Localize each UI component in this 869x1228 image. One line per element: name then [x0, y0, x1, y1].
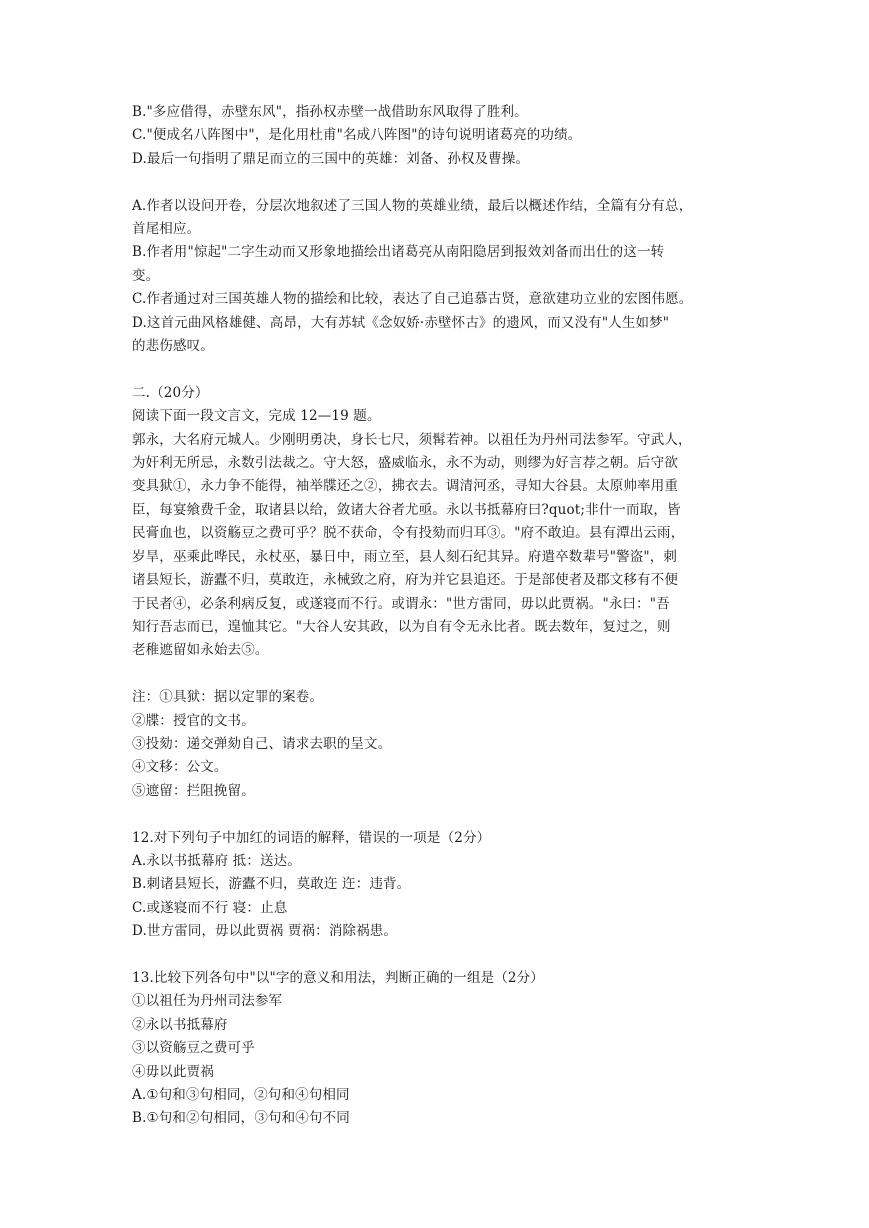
option-b: B."多应借得，赤壁东风"，指孙权赤壁一战借助东风取得了胜利。 [132, 104, 528, 120]
section-instruction: 阅读下面一段文言文，完成 12—19 题。 [132, 408, 381, 425]
question-sentence: ①以祖任为丹州司法参军 [132, 993, 283, 1010]
passage-line: 于民者④，必条利病反复，或遂寝而不行。或谓永："世方雷同，毋以此贾祸。"永曰："吾 [132, 595, 670, 612]
option-c: C."便成名八阵图中"，是化用杜甫"名成八阵图"的诗句说明诸葛亮的功绩。 [132, 127, 582, 144]
options-group-1 [132, 101, 744, 171]
spacer [132, 803, 744, 826]
question-stem: 12.对下列句子中加红的词语的解释，错误的一项是（2分） [132, 829, 491, 846]
passage-line: 知行吾志而已，遑恤其它。"大谷人安其政，以为自有令无永比者。既去数年，复过之，则 [132, 618, 671, 635]
options-group-2 [132, 195, 744, 359]
option-d-line-2: 的悲伤感叹。 [132, 338, 214, 355]
passage-line: 老稚遮留如永始去⑤。 [132, 642, 269, 659]
question-option: A.永以书抵幕府 抵：送达。 [132, 852, 301, 869]
note-item: ③投劾：递交弹劾自己、请求去职的呈文。 [132, 735, 392, 752]
note-item: ②牒：授官的文书。 [132, 712, 255, 729]
question-option: A.①句和③句相同，②句和④句相同 [132, 1086, 350, 1103]
spacer [132, 663, 744, 686]
spacer [132, 944, 744, 967]
note-item: 注：①具狱：据以定罪的案卷。 [132, 689, 324, 706]
question-option: D.世方雷同，毋以此贾祸 贾祸：消除祸患。 [132, 923, 398, 940]
question-13 [132, 967, 744, 1131]
passage-line: 臣，每宴飨费千金，取诸县以给，敛诸大谷者尤亟。永以书抵幕府曰?quot;非什一而取，皆 [132, 501, 681, 518]
question-12 [132, 827, 744, 944]
question-option: C.或遂寝而不行 寝：止息 [132, 899, 288, 916]
option-b-line-1: B.作者用"惊起"二字生动而又形象地描绘出诸葛亮从南阳隐居到报效刘备而出仕的这一转 [132, 244, 665, 261]
passage-line: 变具狱①，永力争不能得，袖举牒还之②，拂衣去。调清河丞，寻知大谷县。太原帅率用重 [132, 478, 678, 495]
passage-line: 诸县短长，游蠹不归，莫敢迕，永械致之府，府为并它县追还。于是部使者及郡文移有不便 [132, 572, 678, 589]
question-sentence: ③以资觞豆之费可乎 [132, 1040, 255, 1057]
note-item: ④文移：公文。 [132, 759, 228, 776]
option-d-line-1: D.这首元曲风格雄健、高昂，大有苏轼《念奴娇·赤壁怀古》的遗风，而又没有"人生如梦" [132, 314, 670, 331]
passage-line: 岁旱，巫乘此哗民，永杖巫，暴日中，雨立至，县人刻石纪其异。府遣卒数辈号"警盗"，刺 [132, 548, 678, 565]
question-stem: 13.比较下列各句中"以"字的意义和用法，判断正确的一组是（2分） [132, 969, 544, 986]
passage-line: 民膏血也，以资觞豆之费可乎？脱不获命，令有投劾而归耳③。"府不敢迫。县有潭出云雨， [132, 525, 685, 542]
question-sentence: ④毋以此贾祸 [132, 1063, 214, 1080]
option-a-line-2: 首尾相应。 [132, 221, 201, 238]
option-d: D.最后一句指明了鼎足而立的三国中的英雄：刘备、孙权及曹操。 [132, 150, 530, 167]
notes [132, 686, 744, 803]
passage-line: 为奸利无所忌，永数引法裁之。守大怒，盛威临永，永不为动，则缪为好言荐之朝。后守欲 [132, 455, 678, 472]
spacer [132, 171, 744, 194]
option-c-line-1: C.作者通过对三国英雄人物的描绘和比较，表达了自己追慕古贤，意欲建功立业的宏图伟愿。 [132, 291, 693, 308]
question-option: B.刺诸县短长，游蠹不归，莫敢迕 迕：违背。 [132, 876, 411, 893]
note-item: ⑤遮留：拦阻挽留。 [132, 782, 255, 799]
section-two [132, 382, 744, 663]
spacer [132, 358, 744, 381]
question-sentence: ②永以书抵幕府 [132, 1016, 228, 1033]
option-a-line-1: A.作者以设问开卷，分层次地叙述了三国人物的英雄业绩，最后以概述作结，全篇有分有总， [132, 197, 693, 214]
passage-line: 郭永，大名府元城人。少刚明勇决，身长七尺，须髯若神。以祖任为丹州司法参军。守武人， [132, 431, 692, 448]
document-page [132, 101, 744, 1131]
section-heading: 二.（20分） [132, 384, 209, 401]
option-b-line-2: 变。 [132, 267, 160, 284]
question-option: B.①句和②句相同，③句和④句不同 [132, 1110, 350, 1127]
